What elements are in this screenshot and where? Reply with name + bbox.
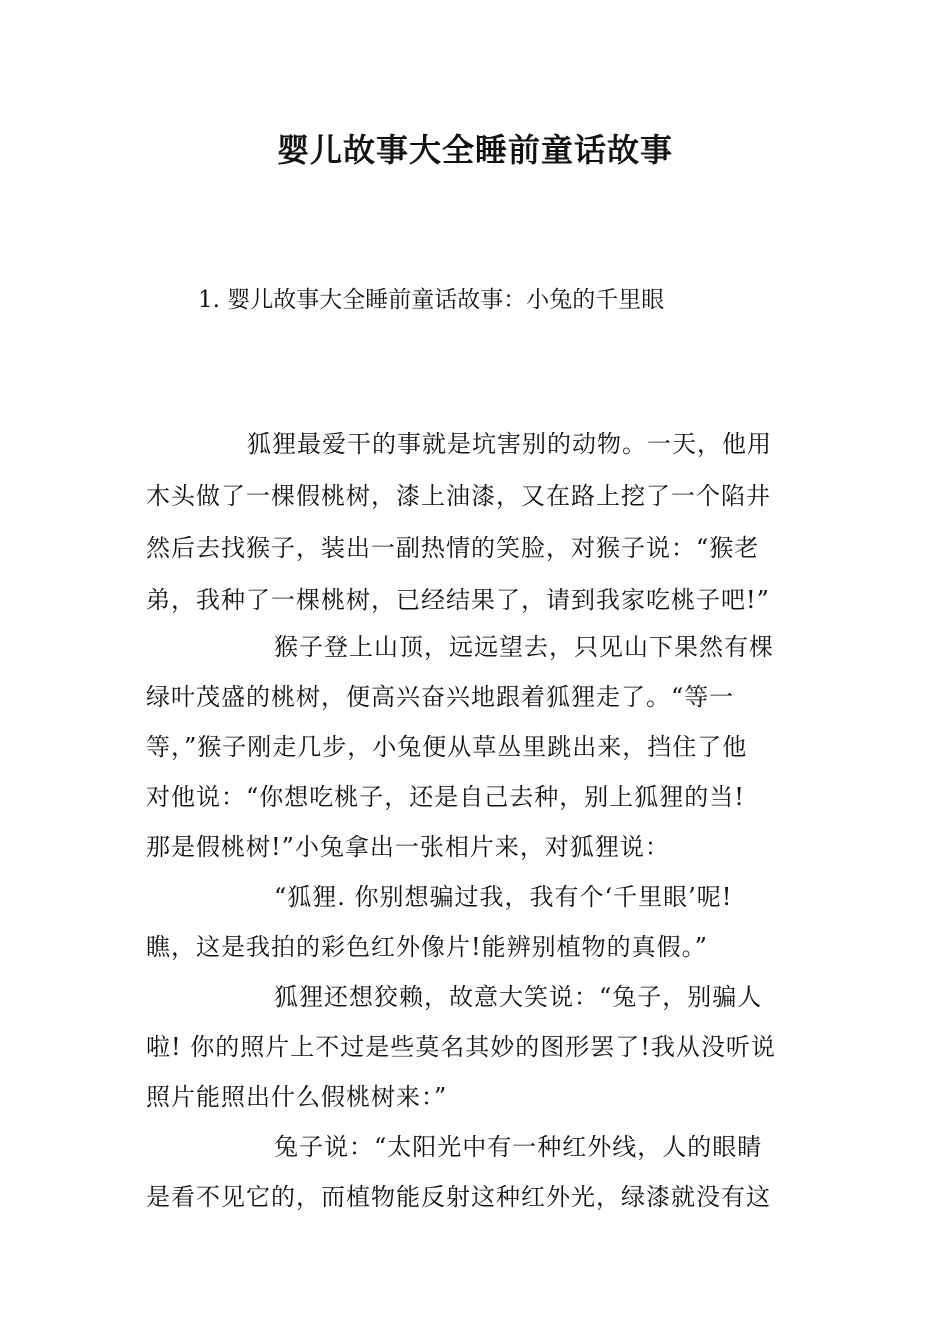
paragraph-line: 瞧，这是我拍的彩色红外像片!能辨别植物的真假。”	[146, 933, 708, 961]
paragraph-line: 狐狸最爱干的事就是坑害别的动物。一天，他用	[247, 430, 772, 458]
document-title: 婴儿故事大全睡前童话故事	[276, 131, 673, 169]
paragraph-line: 是看不见它的，而植物能反射这种红外光，绿漆就没有这	[146, 1183, 771, 1211]
paragraph-line: 然后去找猴子，装出一副热情的笑脸，对猴子说：“猴老	[146, 534, 760, 562]
paragraph-line: 弟，我种了一棵桃树，已经结果了，请到我家吃桃子吧!”	[146, 586, 770, 614]
paragraph-line: 木头做了一棵假桃树，漆上油漆，又在路上挖了一个陷井	[146, 482, 771, 510]
paragraph-line: 啦! 你的照片上不过是些莫名其妙的图形罢了!我从没听说	[146, 1033, 776, 1061]
paragraph-line: 猴子登上山顶，远远望去，只见山下果然有棵	[274, 633, 774, 661]
paragraph-line: 等，”猴子刚走几步，小兔便从草丛里跳出来，挡住了他	[146, 733, 748, 761]
paragraph-line: 对他说：“你想吃桃子，还是自己去种，别上狐狸的当!	[146, 783, 745, 811]
story-heading: 1. 婴儿故事大全睡前童话故事：小兔的千里眼	[198, 287, 665, 313]
paragraph-line: 狐狸还想狡赖，故意大笑说：“兔子，别骗人	[274, 983, 763, 1011]
paragraph-line: 兔子说：“太阳光中有一种红外线，人的眼睛	[274, 1133, 763, 1161]
paragraph-line: 照片能照出什么假桃树来：”	[146, 1083, 448, 1111]
paragraph-line: “狐狸. 你别想骗过我，我有个‘千里眼’呢!	[274, 883, 733, 911]
paragraph-line: 那是假桃树!”小兔拿出一张相片来，对狐狸说：	[146, 833, 670, 861]
paragraph-line: 绿叶茂盛的桃树，便高兴奋兴地跟着狐狸走了。“等一	[146, 683, 735, 711]
